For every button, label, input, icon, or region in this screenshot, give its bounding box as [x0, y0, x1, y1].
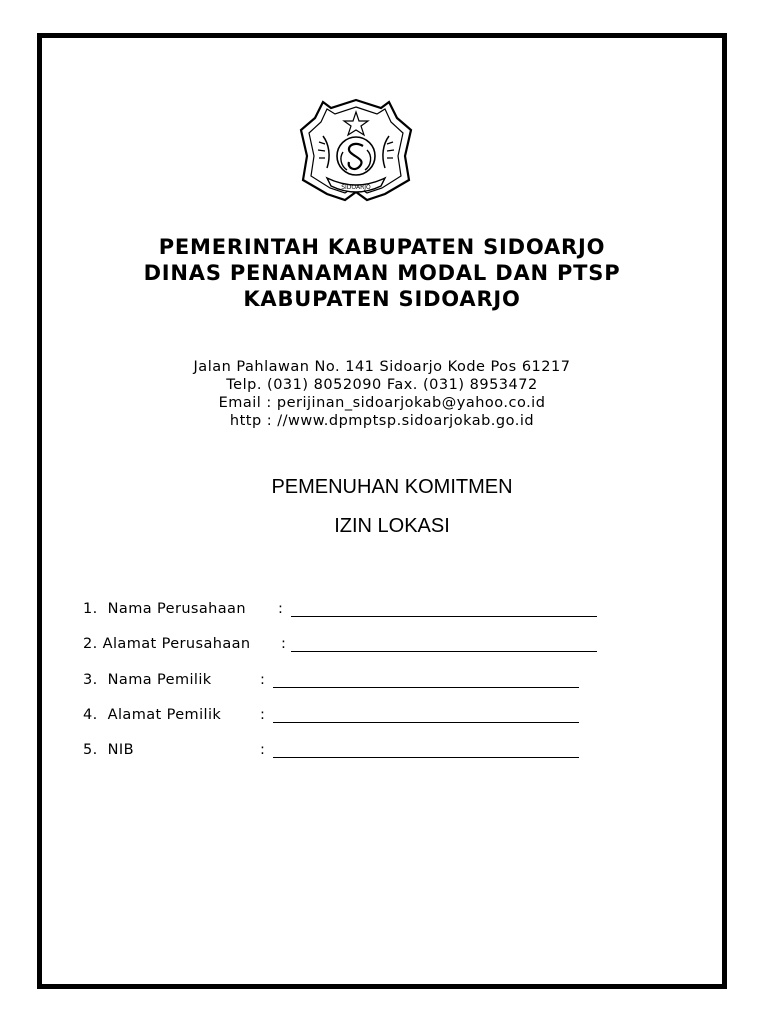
- document-subtitle: IZIN LOKASI: [334, 515, 450, 537]
- address-street: Jalan Pahlawan No. 141 Sidoarjo Kode Pos 61217: [193, 359, 571, 375]
- heading-line-1: PEMERINTAH KABUPATEN SIDOARJO: [158, 235, 606, 259]
- owner-address-blank[interactable]: [273, 722, 579, 723]
- address-web: http : //www.dpmptsp.sidoarjokab.go.id: [229, 413, 535, 429]
- field-label: 2. Alamat Perusahaan: [83, 636, 251, 652]
- field-colon: :: [260, 707, 266, 723]
- agency-address: [42, 358, 722, 430]
- logo-ribbon-text: SIDOARJO: [341, 184, 371, 191]
- heading-line-3: KABUPATEN SIDOARJO: [243, 287, 521, 311]
- address-phone: Telp. (031) 8052090 Fax. (031) 8953472: [226, 377, 538, 393]
- field-label: 4. Alamat Pemilik: [83, 707, 222, 723]
- owner-name-blank[interactable]: [273, 687, 579, 688]
- field-colon: :: [281, 636, 287, 652]
- document-border: [37, 33, 727, 989]
- field-label: 5. NIB: [83, 742, 134, 758]
- field-colon: :: [260, 672, 266, 688]
- agency-heading: [42, 234, 722, 312]
- company-name-blank[interactable]: [291, 616, 597, 617]
- field-label: 1. Nama Perusahaan: [83, 601, 246, 617]
- address-email: Email : perijinan_sidoarjokab@yahoo.co.id: [218, 395, 546, 411]
- field-colon: :: [278, 601, 284, 617]
- nib-blank[interactable]: [273, 757, 579, 758]
- field-label: 3. Nama Pemilik: [83, 672, 212, 688]
- document-title: PEMENUHAN KOMITMEN: [271, 476, 513, 498]
- company-address-blank[interactable]: [291, 651, 597, 652]
- heading-line-2: DINAS PENANAMAN MODAL DAN PTSP: [143, 261, 621, 285]
- sidoarjo-emblem-icon: [297, 96, 415, 204]
- field-colon: :: [260, 742, 266, 758]
